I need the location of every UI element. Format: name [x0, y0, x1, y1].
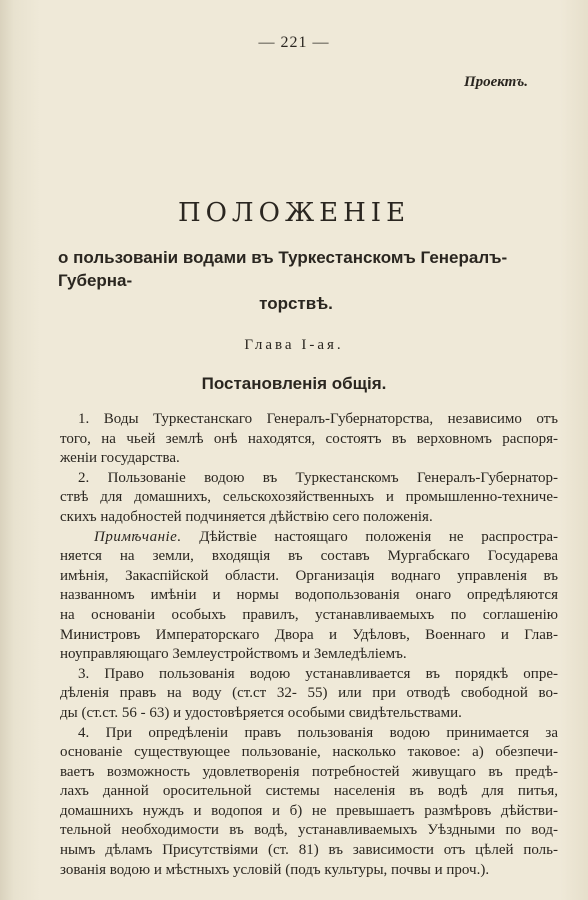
chapter-heading: Глава I-ая. [244, 337, 344, 353]
paragraph-line: на основанiи особыхъ правилъ, устанавливаемыхъ по соглашенiю [60, 606, 558, 623]
paragraph-line: названномъ имѣнiи и нормы водопользованiя онаго опредѣляются [60, 587, 558, 604]
paragraph-line: скихъ надобностей подчиняется дѣйствiю сего положенiя. [60, 508, 433, 525]
paragraph-line: 3. Право пользованiя водою устанавливается въ порядкѣ опре- [78, 665, 558, 682]
body-text [60, 410, 558, 880]
paragraph-line: лахъ данной оросительной системы населенiя въ водѣ для питья, [60, 783, 558, 800]
paragraph-line: ноуправляющаго Землеустройствомъ и Земледѣлiемъ. [60, 646, 407, 663]
section-title: Постановленiя общiя. [201, 374, 387, 393]
draft-mark: Проектъ. [463, 74, 528, 90]
paragraph-line: ствѣ для домашнихъ, сельскохозяйственныхъ и промышленно-техниче- [60, 489, 558, 506]
paragraph-line: нымъ дѣламъ Присутствiями (ст. 81) въ зависимости отъ цѣлей поль- [60, 842, 558, 859]
paragraph-line: 4. При опредѣленiи правъ пользованiя водою принимается за [78, 724, 558, 741]
paragraph-line: ваетъ возможность удовлетворенiя потребностей живущаго въ предѣ- [60, 763, 558, 780]
note-label: Примѣчанiе. [94, 528, 182, 545]
subtitle-line-1: о пользованiи водами въ Туркестанскомъ Генералъ-Губерна- [58, 248, 508, 290]
page-number: — 221 — [258, 34, 330, 51]
note-text: Дѣйствiе настоящаго положенiя не распростра- [199, 528, 558, 545]
paragraph-line: женiи государства. [60, 450, 180, 467]
paragraph-line: имѣнiя, Закаспiйской области. Организацiя воднаго управленiя въ [60, 567, 558, 584]
paragraph-line: ды (ст.ст. 56 - 63) и удостовѣряется особыми свидѣтельствами. [60, 704, 462, 721]
paragraph-line: няется на земли, входящiя въ составъ Мургабскаго Государева [60, 548, 558, 565]
paragraph-line: дѣленiя правъ на воду (ст.ст 32- 55) или при отводѣ свободной во- [60, 685, 558, 702]
subtitle-line-2: торствѣ. [259, 294, 333, 313]
paragraph-line: зованiя водою и мѣстныхъ условiй (подъ культуры, почвы и проч.). [60, 861, 490, 878]
paragraph-line: 2. Пользованiе водою въ Туркестанскомъ Генералъ-Губернатор- [78, 469, 558, 486]
paragraph-line: домашнихъ нуждъ и водопоя и б) не превышаетъ размѣровъ дѣйстви- [60, 802, 558, 819]
paragraph-line: Министровъ Императорскаго Двора и Удѣловъ, Военнаго и Глав- [60, 626, 558, 643]
paragraph-line: основанiе существующее пользованiе, насколько таковое: а) обезпечи- [60, 744, 558, 761]
document-title: ПОЛОЖЕНIЕ [177, 198, 411, 228]
document-subtitle [58, 246, 558, 315]
paragraph-line: тельной необходимости въ водѣ, устанавливаемыхъ Уѣздными по вод- [60, 822, 558, 839]
paragraph-line: того, на чьей землѣ онѣ находятся, состоятъ въ верховномъ распоря- [60, 430, 558, 447]
paragraph-line: 1. Воды Туркестанскаго Генералъ-Губернаторства, независимо отъ [78, 411, 558, 427]
note-first-line [60, 528, 558, 548]
